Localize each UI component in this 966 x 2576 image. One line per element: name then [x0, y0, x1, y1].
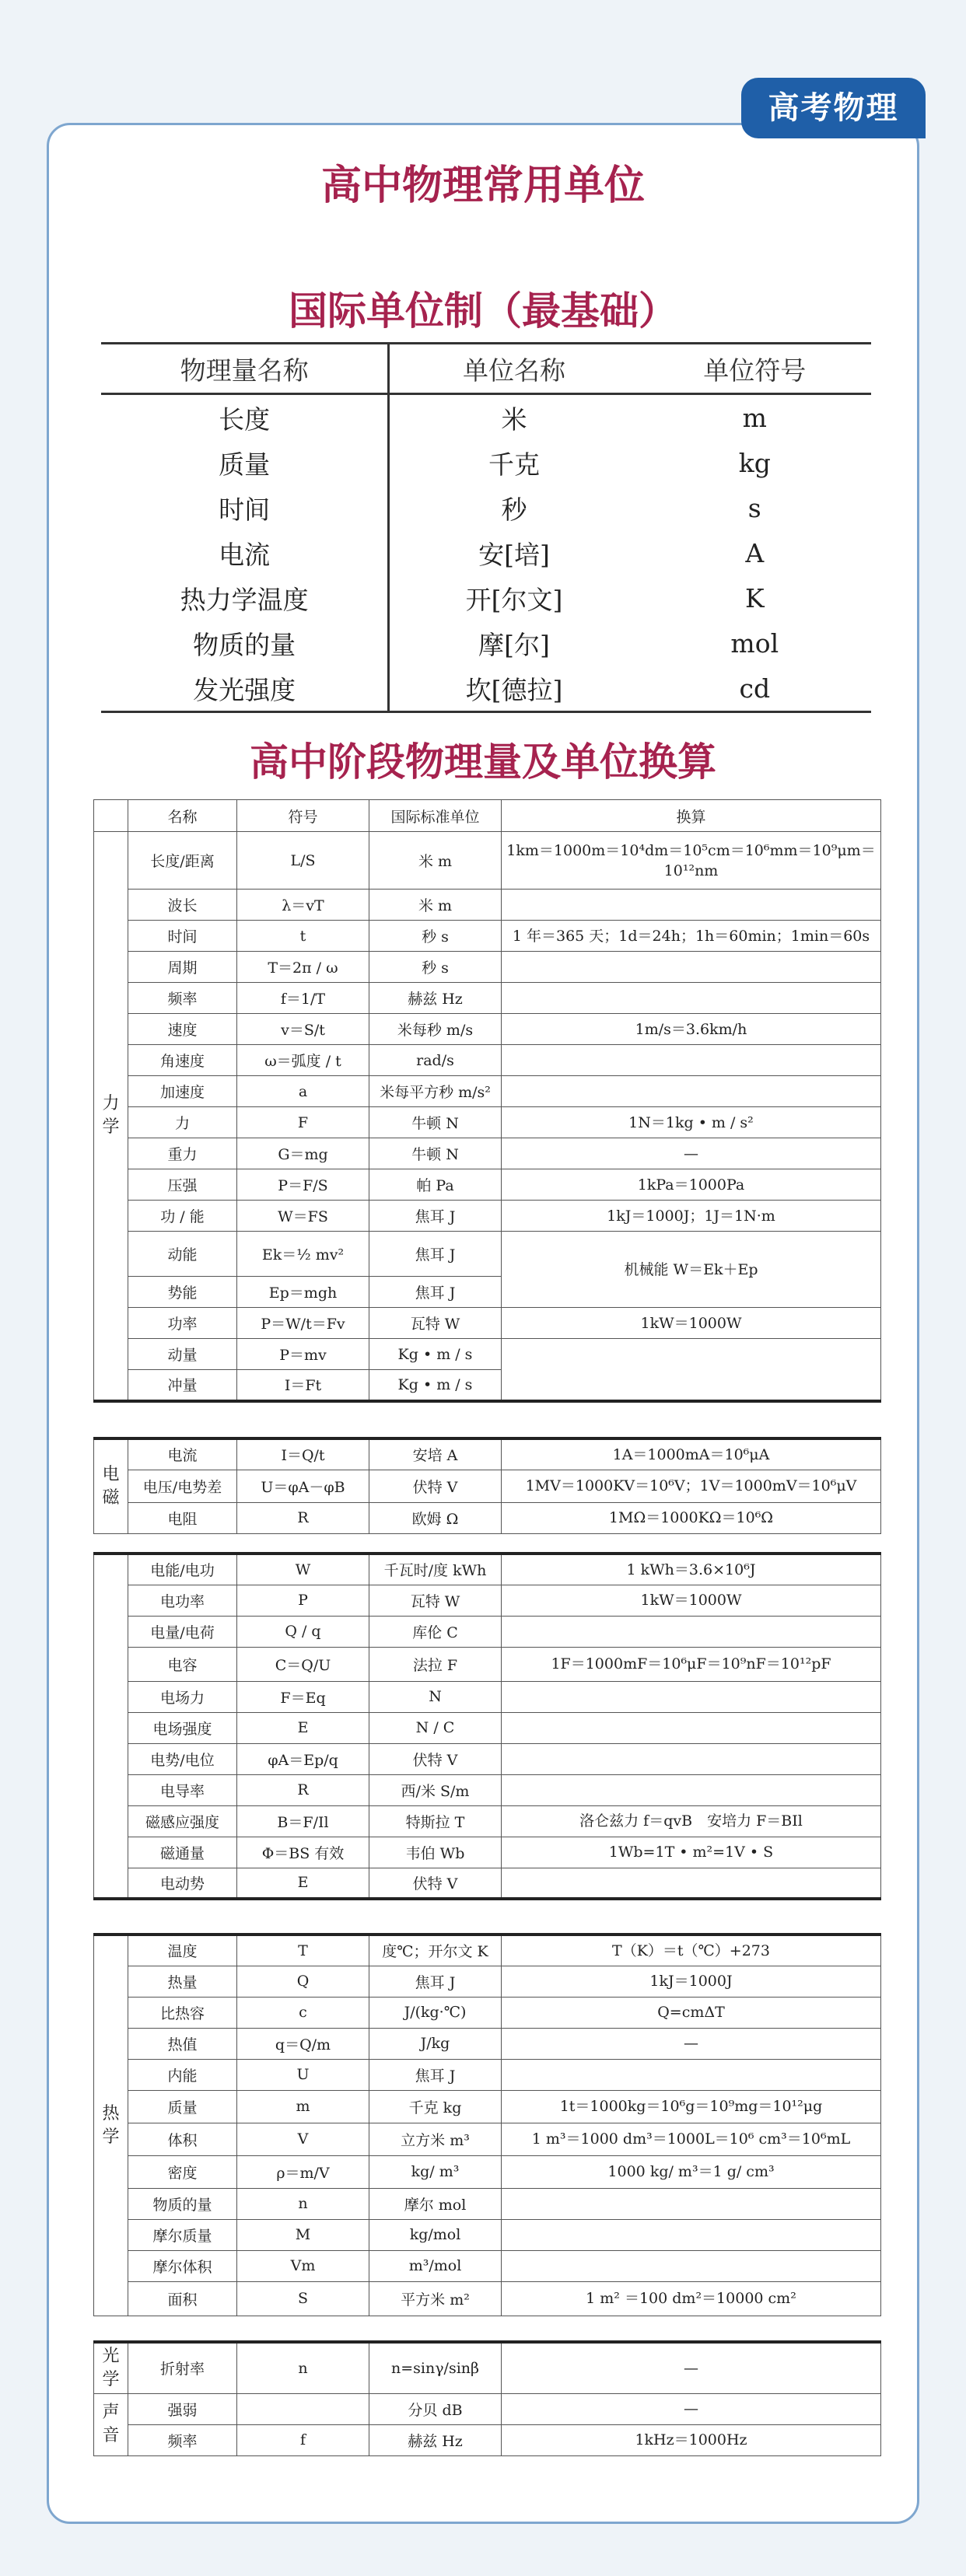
si-unit-cell: J/kg [369, 2028, 502, 2059]
conversion-cell [502, 1045, 881, 1076]
si-unit-cell: 平方米 m² [369, 2281, 502, 2316]
table-row [94, 1774, 881, 1805]
symbol-cell: ω＝弧度 / t [237, 1045, 369, 1076]
quantity-name-cell: 摩尔体积 [128, 2250, 237, 2281]
quantity-name-cell: 电功率 [128, 1585, 237, 1616]
quantity-name-cell: 电场强度 [128, 1712, 237, 1743]
table-row [94, 1470, 881, 1502]
quantity-name-cell: 物质的量 [128, 2188, 237, 2219]
quantity-name-cell: 电动势 [128, 1868, 237, 1899]
unit-symbol-cell: kg [738, 447, 771, 478]
quantity-name-cell: 加速度 [128, 1076, 237, 1107]
si-unit-cell: 欧姆 Ω [369, 1502, 502, 1533]
table-row [94, 2059, 881, 2090]
table-row [94, 2123, 881, 2155]
unit-symbol-cell: m [742, 402, 767, 433]
unit-symbol-cell: mol [730, 627, 779, 659]
unit-name-cell: 安[培] [478, 539, 550, 570]
electricity-table [93, 1552, 881, 1900]
symbol-cell: R [237, 1774, 369, 1805]
si-unit-cell: 分贝 dB [369, 2393, 502, 2424]
table-row [94, 1438, 881, 1470]
conversion-cell: T（K）＝t（℃）+273 [502, 1935, 881, 1966]
symbol-cell: φA＝Ep/q [237, 1743, 369, 1774]
quantity-name-cell: 磁通量 [128, 1837, 237, 1868]
conversion-cell [502, 1774, 881, 1805]
si-unit-cell: 立方米 m³ [369, 2123, 502, 2155]
unit-symbol-cell: s [747, 492, 761, 523]
symbol-cell: B＝F/Il [237, 1805, 369, 1837]
header-cell: 名称 [128, 800, 237, 832]
si-unit-cell: 秒 s [369, 921, 502, 952]
si-unit-cell: 米 m [369, 890, 502, 921]
table-row [94, 1232, 881, 1277]
unit-symbol-cell: A [745, 537, 765, 568]
table-row [94, 1966, 881, 1997]
quantity-name-cell: 周期 [128, 952, 237, 983]
quantity-name-cell: 功率 [128, 1308, 237, 1339]
table-row [94, 1076, 881, 1107]
si-unit-cell: n=sinγ/sinβ [369, 2342, 502, 2393]
header-cell: 国际标准单位 [369, 800, 502, 832]
si-unit-cell: 伏特 V [369, 1868, 502, 1899]
quantity-name-cell: 电容 [128, 1647, 237, 1681]
symbol-cell: Q [237, 1966, 369, 1997]
conversion-cell: — [502, 2393, 881, 2424]
unit-symbol-cell: cd [639, 666, 871, 712]
quantity-name-cell: 折射率 [128, 2342, 237, 2393]
conversion-cell: 1kW＝1000W [502, 1308, 881, 1339]
symbol-cell: T [237, 1935, 369, 1966]
table-row [94, 1339, 881, 1370]
conversion-cell: 1 年＝365 天；1d＝24h；1h＝60min；1min＝60s [502, 921, 881, 952]
si-unit-cell: 秒 s [369, 952, 502, 983]
symbol-cell: G＝mg [237, 1138, 369, 1169]
quantity-name-cell: 摩尔质量 [128, 2219, 237, 2250]
si-row [101, 485, 871, 530]
quantity-name-cell: 电场力 [128, 1681, 237, 1712]
si-unit-cell: 瓦特 W [369, 1585, 502, 1616]
si-section-title: 国际单位制（最基础） [289, 288, 677, 334]
si-unit-cell: 伏特 V [369, 1743, 502, 1774]
table-row [94, 2188, 881, 2219]
conversion-cell: — [502, 2342, 881, 2393]
conversion-cell [502, 952, 881, 983]
conversion-header-row [94, 800, 881, 832]
quantity-name-cell: 发光强度 [101, 666, 389, 712]
conversion-section-title: 高中阶段物理量及单位换算 [250, 739, 716, 785]
symbol-cell: t [237, 921, 369, 952]
symbol-cell: q＝Q/m [237, 2028, 369, 2059]
symbol-cell: λ＝vT [237, 890, 369, 921]
symbol-cell: a [237, 1076, 369, 1107]
quantity-name-cell: 功 / 能 [128, 1201, 237, 1232]
conversion-cell: 1 m² ＝100 dm²＝10000 cm² [502, 2281, 881, 2316]
symbol-cell: P＝W/t＝Fv [237, 1308, 369, 1339]
quantity-name-cell: 面积 [128, 2281, 237, 2316]
quantity-name-cell: 质量 [101, 440, 389, 485]
si-units-table [101, 342, 871, 713]
symbol-cell: V [237, 2123, 369, 2155]
table-row [94, 1805, 881, 1837]
table-row [94, 2281, 881, 2316]
conversion-cell: 1kJ＝1000J [502, 1966, 881, 1997]
conversion-cell [502, 1339, 881, 1401]
si-unit-cell: 摩尔 mol [369, 2188, 502, 2219]
si-unit-cell: 瓦特 W [369, 1308, 502, 1339]
table-row [94, 2250, 881, 2281]
table-row [94, 2342, 881, 2393]
symbol-cell: I＝Q/t [237, 1438, 369, 1470]
header-cell: 符号 [237, 800, 369, 832]
si-unit-cell: 焦耳 J [369, 1232, 502, 1277]
si-unit-cell: 牛顿 N [369, 1107, 502, 1138]
conversion-cell [502, 2219, 881, 2250]
table-row [94, 1045, 881, 1076]
si-row [101, 666, 871, 712]
table-row [94, 1502, 881, 1533]
si-unit-cell: kg/mol [369, 2219, 502, 2250]
thermal-table [93, 1933, 881, 2316]
conversion-cell: Q=cmΔT [502, 1997, 881, 2028]
conversion-cell [502, 1868, 881, 1899]
unit-name-cell: 千克 [488, 449, 540, 480]
si-row [101, 530, 871, 575]
symbol-cell: f＝1/T [237, 983, 369, 1014]
symbol-cell: ρ＝m/V [237, 2155, 369, 2188]
table-row [94, 1308, 881, 1339]
quantity-name-cell: 力 [128, 1107, 237, 1138]
quantity-name-cell: 电导率 [128, 1774, 237, 1805]
symbol-cell: F [237, 1107, 369, 1138]
subject-tag: 高考物理 [741, 78, 926, 138]
si-header-cell: 物理量名称 [101, 344, 389, 394]
symbol-cell: P＝F/S [237, 1169, 369, 1201]
symbol-cell: n [237, 2342, 369, 2393]
symbol-cell: Φ＝BS 有效 [237, 1837, 369, 1868]
si-row [101, 394, 871, 441]
symbol-cell: m [237, 2090, 369, 2123]
conversion-cell: 1t＝1000kg＝10⁶g＝10⁹mg＝10¹²μg [502, 2090, 881, 2123]
si-unit-cell: m³/mol [369, 2250, 502, 2281]
symbol-cell: T＝2π / ω [237, 952, 369, 983]
table-row [94, 1169, 881, 1201]
conversion-cell [502, 2188, 881, 2219]
table-row [94, 1837, 881, 1868]
conversion-cell: 1MΩ＝1000KΩ＝10⁶Ω [502, 1502, 881, 1533]
si-unit-cell: 度℃；开尔文 K [369, 1935, 502, 1966]
si-unit-cell: 千克 kg [369, 2090, 502, 2123]
conversion-cell: 1F＝1000mF＝10⁶μF＝10⁹nF＝10¹²pF [502, 1647, 881, 1681]
table-row [94, 1138, 881, 1169]
symbol-cell: f [237, 2424, 369, 2455]
si-unit-cell: kg/ m³ [369, 2155, 502, 2188]
conversion-cell: — [502, 1138, 881, 1169]
conversion-cell: — [502, 2028, 881, 2059]
symbol-cell: W＝FS [237, 1201, 369, 1232]
table-row [94, 1935, 881, 1966]
table-row [94, 2028, 881, 2059]
si-unit-cell: 焦耳 J [369, 1966, 502, 1997]
conversion-cell [502, 1712, 881, 1743]
symbol-cell: v＝S/t [237, 1014, 369, 1045]
conversion-cell [502, 1681, 881, 1712]
quantity-name-cell: 密度 [128, 2155, 237, 2188]
si-unit-cell: 西/米 S/m [369, 1774, 502, 1805]
conversion-cell: 1kW＝1000W [502, 1585, 881, 1616]
si-unit-cell: 赫兹 Hz [369, 2424, 502, 2455]
table-row [94, 1868, 881, 1899]
conversion-cell: 1kJ＝1000J；1J＝1N·m [502, 1201, 881, 1232]
table-row [94, 890, 881, 921]
si-unit-cell: 米每平方秒 m/s² [369, 1076, 502, 1107]
category-cell: 声音 [94, 2393, 128, 2455]
unit-name-cell: 开[尔文] [465, 584, 563, 615]
conversion-cell [502, 983, 881, 1014]
conversion-cell: 1Wb=1T • m²=1V • S [502, 1837, 881, 1868]
si-header-cell: 单位符号 [639, 344, 871, 394]
si-unit-cell: 千瓦时/度 kWh [369, 1554, 502, 1585]
conversion-cell [502, 1616, 881, 1647]
si-unit-cell: 伏特 V [369, 1470, 502, 1502]
unit-name-cell: 摩[尔] [478, 629, 550, 660]
si-header-cell: 单位名称 [389, 344, 639, 394]
table-row [94, 1201, 881, 1232]
quantity-name-cell: 电能/电功 [128, 1554, 237, 1585]
table-row [94, 1712, 881, 1743]
conversion-cell: 机械能 W＝Ek＋Ep [502, 1232, 881, 1308]
quantity-name-cell: 频率 [128, 983, 237, 1014]
table-row [94, 1647, 881, 1681]
quantity-name-cell: 热值 [128, 2028, 237, 2059]
conversion-cell: 1MV＝1000KV＝10⁶V；1V＝1000mV＝10⁶μV [502, 1470, 881, 1502]
si-unit-cell: N [369, 1681, 502, 1712]
quantity-name-cell: 角速度 [128, 1045, 237, 1076]
conversion-cell [502, 1743, 881, 1774]
si-row [101, 440, 871, 485]
si-row [101, 620, 871, 666]
symbol-cell: C＝Q/U [237, 1647, 369, 1681]
si-unit-cell: 帕 Pa [369, 1169, 502, 1201]
category-cell: 光学 [94, 2342, 128, 2393]
quantity-name-cell: 内能 [128, 2059, 237, 2090]
quantity-name-cell: 热力学温度 [101, 575, 389, 620]
table-row [94, 2424, 881, 2455]
quantity-name-cell: 强弱 [128, 2393, 237, 2424]
table-row [94, 1107, 881, 1138]
page-title: 高中物理常用单位 [320, 163, 645, 209]
si-unit-cell: 米 m [369, 832, 502, 890]
header-blank-cell [94, 800, 128, 832]
table-row [94, 2090, 881, 2123]
quantity-name-cell: 冲量 [128, 1370, 237, 1401]
conversion-cell: 1 kWh＝3.6×10⁶J [502, 1554, 881, 1585]
conversion-cell [502, 1076, 881, 1107]
symbol-cell: R [237, 1502, 369, 1533]
symbol-cell: Vm [237, 2250, 369, 2281]
symbol-cell: Ek＝½ mv² [237, 1232, 369, 1277]
category-cell: 热学 [94, 1935, 128, 2316]
conversion-cell: 1N＝1kg • m / s² [502, 1107, 881, 1138]
symbol-cell [237, 2393, 369, 2424]
quantity-name-cell: 速度 [128, 1014, 237, 1045]
optics-sound-table [93, 2340, 881, 2456]
quantity-name-cell: 比热容 [128, 1997, 237, 2028]
symbol-cell: F＝Eq [237, 1681, 369, 1712]
table-row [94, 1681, 881, 1712]
conversion-cell: 1 m³＝1000 dm³＝1000L＝10⁶ cm³＝10⁶mL [502, 2123, 881, 2155]
symbol-cell: Ep＝mgh [237, 1277, 369, 1308]
si-unit-cell: 法拉 F [369, 1647, 502, 1681]
quantity-name-cell: 频率 [128, 2424, 237, 2455]
quantity-name-cell: 时间 [101, 485, 389, 530]
table-row [94, 1554, 881, 1585]
si-unit-cell: 韦伯 Wb [369, 1837, 502, 1868]
symbol-cell: c [237, 1997, 369, 2028]
conversion-cell [502, 2059, 881, 2090]
unit-symbol-cell: K [744, 582, 765, 613]
category-cell [94, 1554, 128, 1899]
symbol-cell: L/S [237, 832, 369, 890]
si-unit-cell: N / C [369, 1712, 502, 1743]
conversion-cell [502, 890, 881, 921]
table-row [94, 1616, 881, 1647]
unit-name-cell: 米 [501, 404, 527, 435]
quantity-name-cell: 势能 [128, 1277, 237, 1308]
quantity-name-cell: 长度/距离 [128, 832, 237, 890]
table-row [94, 983, 881, 1014]
si-unit-cell: Kg • m / s [369, 1339, 502, 1370]
quantity-name-cell: 电流 [101, 530, 389, 575]
quantity-name-cell: 长度 [101, 394, 389, 441]
symbol-cell: S [237, 2281, 369, 2316]
si-unit-cell: 安培 A [369, 1438, 502, 1470]
quantity-name-cell: 电流 [128, 1438, 237, 1470]
si-unit-cell: 焦耳 J [369, 1277, 502, 1308]
quantity-name-cell: 物质的量 [101, 620, 389, 666]
table-row [94, 1997, 881, 2028]
table-row [94, 832, 881, 890]
symbol-cell: P [237, 1585, 369, 1616]
quantity-name-cell: 质量 [128, 2090, 237, 2123]
quantity-name-cell: 磁感应强度 [128, 1805, 237, 1837]
conversion-cell: 1km＝1000m＝10⁴dm＝10⁵cm＝10⁶mm＝10⁹μm＝10¹²nm [502, 832, 881, 890]
symbol-cell: E [237, 1868, 369, 1899]
symbol-cell: M [237, 2219, 369, 2250]
si-unit-cell: 米每秒 m/s [369, 1014, 502, 1045]
si-unit-cell: 赫兹 Hz [369, 983, 502, 1014]
si-unit-cell: rad/s [369, 1045, 502, 1076]
quantity-name-cell: 压强 [128, 1169, 237, 1201]
electromagnetism-table [93, 1437, 881, 1534]
quantity-name-cell: 电阻 [128, 1502, 237, 1533]
quantity-name-cell: 电量/电荷 [128, 1616, 237, 1647]
unit-name-cell: 坎[德拉] [389, 666, 639, 712]
si-unit-cell: 库伦 C [369, 1616, 502, 1647]
unit-name-cell: 秒 [501, 494, 527, 525]
conversion-cell: 洛仑兹力 f＝qvB 安培力 F＝BIl [502, 1805, 881, 1837]
symbol-cell: I＝Ft [237, 1370, 369, 1401]
conversion-cell: 1000 kg/ m³＝1 g/ cm³ [502, 2155, 881, 2188]
symbol-cell: U [237, 2059, 369, 2090]
conversion-cell: 1A＝1000mA＝10⁶μA [502, 1438, 881, 1470]
category-cell: 力学 [94, 832, 128, 1401]
quantity-name-cell: 温度 [128, 1935, 237, 1966]
symbol-cell: n [237, 2188, 369, 2219]
si-unit-cell: 特斯拉 T [369, 1805, 502, 1837]
si-unit-cell: Kg • m / s [369, 1370, 502, 1401]
header-cell: 换算 [502, 800, 881, 832]
si-row [101, 575, 871, 620]
table-row [94, 1585, 881, 1616]
quantity-name-cell: 重力 [128, 1138, 237, 1169]
quantity-name-cell: 热量 [128, 1966, 237, 1997]
table-row [94, 2393, 881, 2424]
table-row [94, 1014, 881, 1045]
si-unit-cell: 焦耳 J [369, 1201, 502, 1232]
symbol-cell: U＝φA－φB [237, 1470, 369, 1502]
si-unit-cell: 焦耳 J [369, 2059, 502, 2090]
si-unit-cell: J/(kg·℃) [369, 1997, 502, 2028]
quantity-name-cell: 波长 [128, 890, 237, 921]
symbol-cell: E [237, 1712, 369, 1743]
quantity-name-cell: 体积 [128, 2123, 237, 2155]
table-row [94, 1743, 881, 1774]
conversion-cell: 1m/s＝3.6km/h [502, 1014, 881, 1045]
table-row [94, 2219, 881, 2250]
symbol-cell: W [237, 1554, 369, 1585]
si-header-row [101, 344, 871, 394]
conversion-cell: 1kPa＝1000Pa [502, 1169, 881, 1201]
quantity-name-cell: 时间 [128, 921, 237, 952]
category-cell: 电磁 [94, 1438, 128, 1533]
conversion-cell: 1kHz＝1000Hz [502, 2424, 881, 2455]
quantity-name-cell: 动量 [128, 1339, 237, 1370]
quantity-name-cell: 电压/电势差 [128, 1470, 237, 1502]
table-row [94, 952, 881, 983]
table-row [94, 2155, 881, 2188]
si-unit-cell: 牛顿 N [369, 1138, 502, 1169]
quantity-name-cell: 电势/电位 [128, 1743, 237, 1774]
conversion-cell [502, 2250, 881, 2281]
mechanics-table [93, 799, 881, 1403]
quantity-name-cell: 动能 [128, 1232, 237, 1277]
table-row [94, 921, 881, 952]
symbol-cell: Q / q [237, 1616, 369, 1647]
symbol-cell: P＝mv [237, 1339, 369, 1370]
